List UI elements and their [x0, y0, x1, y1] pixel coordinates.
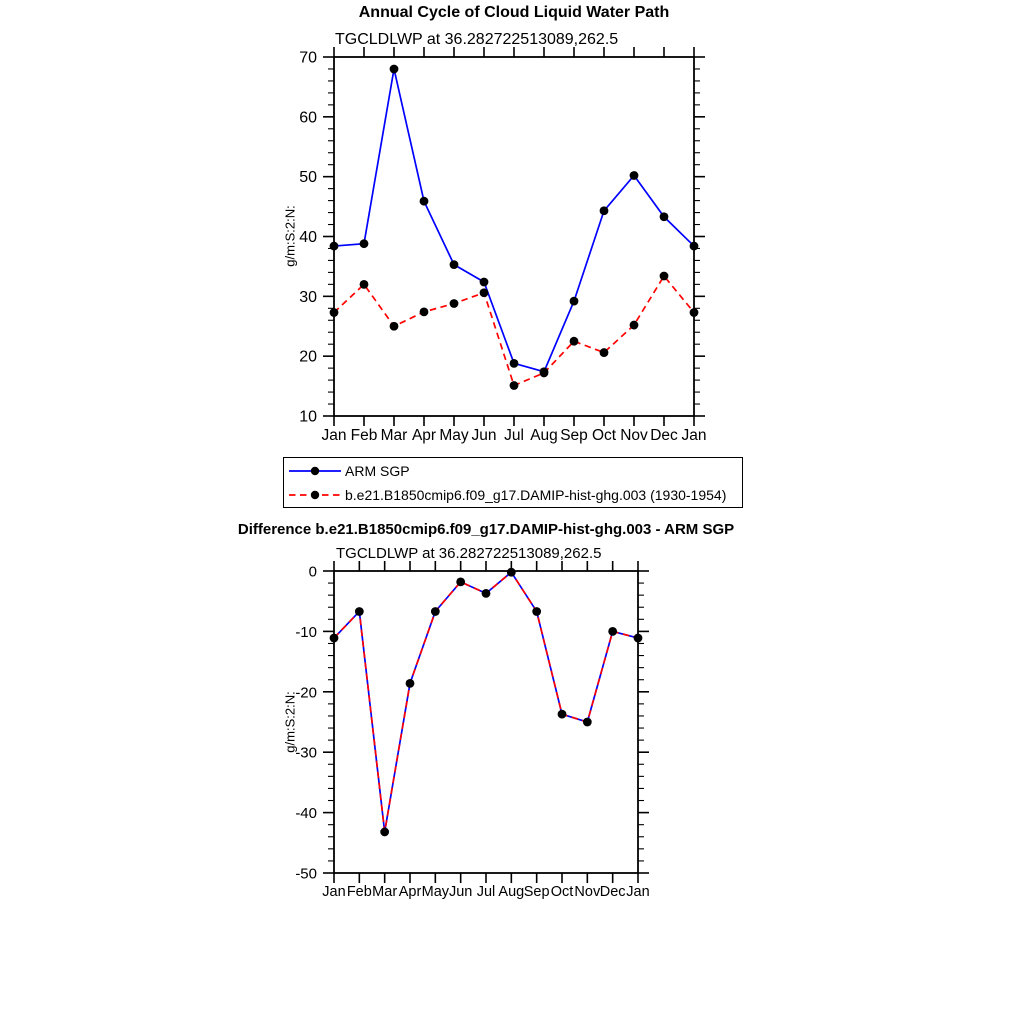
- data-point-marker: [390, 65, 399, 74]
- data-point-marker: [690, 242, 699, 251]
- data-point-marker: [634, 634, 643, 643]
- data-point-marker: [570, 297, 579, 306]
- plot-frame: [334, 571, 638, 873]
- data-point-marker: [406, 679, 415, 688]
- x-tick-label: Sep: [560, 427, 588, 444]
- x-tick-label: Jun: [471, 427, 497, 444]
- data-point-marker: [360, 239, 369, 248]
- data-point-marker: [583, 718, 592, 727]
- top-chart-title: Annual Cycle of Cloud Liquid Water Path: [358, 4, 670, 21]
- data-point-marker: [570, 337, 579, 346]
- legend-marker-dot: [311, 490, 319, 498]
- legend-box: [283, 457, 743, 508]
- difference-chart-subtitle: TGCLDLWP at 36.282722513089,262.5: [336, 545, 602, 562]
- x-tick-label: Jun: [448, 884, 473, 900]
- data-point-marker: [690, 308, 699, 317]
- y-tick-label: 70: [299, 49, 317, 67]
- legend-marker-dot: [311, 466, 319, 474]
- axis-ticks: [323, 47, 705, 426]
- data-point-marker: [380, 828, 389, 837]
- data-point-marker: [630, 171, 639, 180]
- legend-label-model: b.e21.B1850cmip6.f09_g17.DAMIP-hist-ghg.003 (1930-1954): [345, 486, 727, 503]
- x-tick-label: Feb: [350, 427, 378, 444]
- x-tick-label: Oct: [591, 427, 617, 444]
- x-tick-label: Feb: [346, 884, 372, 900]
- difference-chart-y-axis-label: g/m:S:2:N:: [282, 691, 298, 753]
- data-point-marker: [450, 299, 459, 308]
- x-tick-label: Aug: [530, 427, 558, 444]
- data-point-marker: [330, 634, 339, 643]
- x-tick-label: Mar: [380, 427, 408, 444]
- chart-1: [295, 561, 649, 900]
- data-point-marker: [482, 589, 491, 598]
- data-point-marker: [480, 278, 489, 287]
- x-tick-label: Dec: [650, 427, 678, 444]
- y-tick-label: -20: [295, 684, 317, 702]
- data-point-marker: [600, 206, 609, 215]
- chart-0: [299, 47, 706, 444]
- data-point-marker: [660, 272, 669, 281]
- y-tick-label: -30: [295, 744, 317, 762]
- data-point-marker: [456, 577, 465, 586]
- x-tick-label: Oct: [550, 884, 574, 900]
- x-tick-label: May: [421, 884, 450, 900]
- data-point-marker: [330, 242, 339, 251]
- data-point-marker: [390, 322, 399, 331]
- legend-item-model: [288, 483, 742, 507]
- data-point-marker: [510, 381, 519, 390]
- x-tick-label: Jan: [322, 884, 346, 900]
- data-point-marker: [510, 359, 519, 368]
- y-tick-label: 60: [299, 109, 317, 127]
- series-lines: [334, 572, 638, 832]
- y-tick-label: 40: [299, 229, 317, 246]
- x-tick-label: Jul: [504, 427, 524, 444]
- x-tick-label: Dec: [599, 884, 626, 900]
- data-point-marker: [532, 607, 541, 616]
- data-point-marker: [660, 212, 669, 221]
- data-point-marker: [540, 369, 549, 378]
- data-point-marker: [330, 308, 339, 317]
- x-tick-label: Nov: [620, 427, 648, 444]
- x-tick-label: Apr: [411, 427, 437, 444]
- y-tick-label: 20: [299, 348, 317, 366]
- y-tick-label: 30: [299, 288, 317, 306]
- series-line-1: [334, 276, 694, 385]
- x-tick-label: Jul: [476, 884, 496, 900]
- x-tick-label: Sep: [523, 884, 550, 900]
- data-point-marker: [480, 288, 489, 297]
- y-tick-label: 0: [308, 563, 317, 581]
- x-tick-label: Nov: [574, 884, 601, 900]
- data-point-marker: [608, 627, 617, 636]
- data-point-marker: [600, 348, 609, 357]
- data-point-marker: [558, 710, 567, 719]
- data-point-marker: [507, 568, 516, 577]
- x-tick-label: Jan: [681, 427, 707, 444]
- top-chart-subtitle: TGCLDLWP at 36.282722513089,262.5: [335, 31, 619, 48]
- series-lines: [334, 69, 694, 386]
- x-tick-label: Apr: [398, 884, 422, 900]
- x-tick-label: Jan: [626, 884, 650, 900]
- x-tick-label: Jan: [321, 427, 347, 444]
- data-point-marker: [360, 280, 369, 289]
- top-chart-y-axis-label: g/m:S:2:N:: [282, 205, 298, 267]
- y-tick-label: -50: [295, 865, 317, 883]
- series-markers: [330, 65, 699, 390]
- data-point-marker: [450, 260, 459, 269]
- difference-chart-title: Difference b.e21.B1850cmip6.f09_g17.DAMIP-hist-ghg.003 - ARM SGP: [237, 521, 735, 538]
- series-line-0: [334, 69, 694, 372]
- legend-item-arm-sgp: [288, 459, 742, 483]
- data-point-marker: [630, 321, 639, 330]
- data-point-marker: [431, 607, 440, 616]
- legend-solid-line-swatch: [288, 465, 342, 477]
- y-tick-label: 50: [299, 169, 317, 187]
- legend-label-arm-sgp: ARM SGP: [345, 462, 410, 479]
- data-point-marker: [420, 197, 429, 206]
- series-markers: [330, 568, 643, 837]
- x-tick-label: Mar: [372, 884, 398, 900]
- y-tick-label: -40: [295, 805, 317, 823]
- data-point-marker: [355, 607, 364, 616]
- x-tick-label: May: [439, 427, 469, 444]
- y-tick-label: 10: [299, 408, 317, 426]
- x-tick-label: Aug: [498, 884, 525, 900]
- y-tick-label: -10: [295, 623, 317, 641]
- legend-dashed-line-swatch: [288, 489, 342, 501]
- data-point-marker: [420, 307, 429, 316]
